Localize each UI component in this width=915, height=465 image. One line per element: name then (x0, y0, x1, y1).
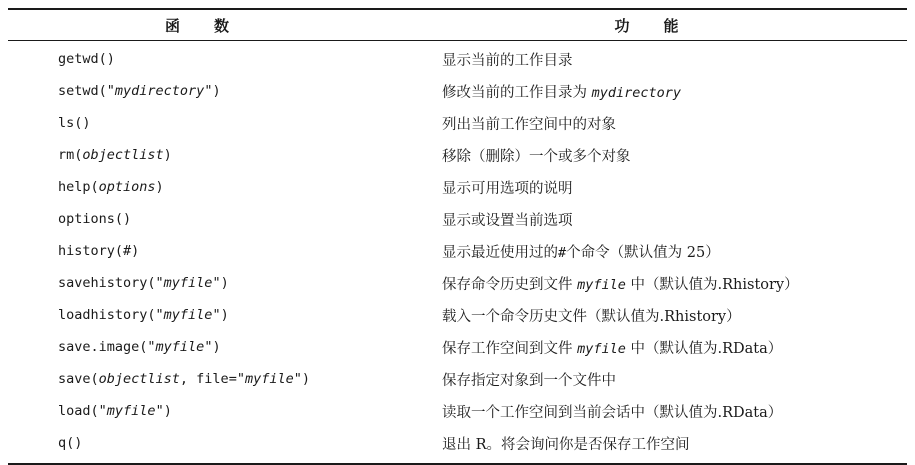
description-text: 中（默认值为.RData） (625, 340, 783, 357)
table-body (8, 41, 907, 463)
table-row (8, 75, 907, 107)
description-cell (386, 369, 907, 390)
description-text: 个命令（默认值为 25） (566, 244, 720, 261)
description-text: 显示或设置当前选项 (442, 212, 573, 229)
description-cell (386, 49, 907, 70)
description-text: 显示最近使用过的 (442, 244, 558, 261)
function-code-text: ") (293, 371, 310, 387)
function-code-text: ") (212, 275, 229, 291)
description-text: 移除（删除）一个或多个对象 (442, 148, 631, 165)
function-cell (8, 403, 386, 419)
description-text: 退出 R。将会询问你是否保存工作空间 (442, 436, 690, 453)
description-code-text: # (558, 244, 567, 261)
description-text: 载入一个命令历史文件（默认值为.Rhistory） (442, 308, 741, 325)
function-cell (8, 243, 386, 259)
function-code-text: ls() (58, 115, 91, 131)
description-cell (386, 81, 907, 102)
description-cell (386, 177, 907, 198)
function-cell (8, 147, 386, 163)
table-row (8, 331, 907, 363)
description-text: 显示当前的工作目录 (442, 52, 573, 69)
description-text: 显示可用选项的说明 (442, 180, 573, 197)
function-code-text: ") (155, 403, 172, 419)
function-code-text: history(#) (58, 243, 140, 259)
function-arg-placeholder: mydirectory (114, 83, 205, 99)
table-row (8, 107, 907, 139)
function-arg-placeholder: myfile (106, 403, 156, 419)
description-cell (386, 145, 907, 166)
description-code-text: myfile (577, 340, 626, 357)
table-row (8, 395, 907, 427)
function-code-text: options() (58, 211, 132, 227)
function-code-text: q() (58, 435, 83, 451)
function-code-text: ") (204, 339, 221, 355)
function-cell (8, 83, 386, 99)
description-cell (386, 305, 907, 326)
table-row (8, 203, 907, 235)
function-code-text: save( (58, 371, 99, 387)
table-row (8, 171, 907, 203)
description-text: 保存命令历史到文件 (442, 276, 578, 293)
table-row (8, 299, 907, 331)
table-row (8, 139, 907, 171)
function-code-text: savehistory(" (58, 275, 164, 291)
function-cell (8, 275, 386, 291)
function-cell (8, 51, 386, 67)
table-row (8, 267, 907, 299)
function-code-text: ) (163, 147, 172, 163)
function-cell (8, 371, 386, 387)
function-cell (8, 307, 386, 323)
function-code-text: save.image(" (58, 339, 156, 355)
function-arg-placeholder: objectlist (98, 371, 180, 387)
function-code-text: ") (212, 307, 229, 323)
function-code-text: rm( (58, 147, 83, 163)
description-cell (386, 209, 907, 230)
function-code-text: setwd(" (58, 83, 115, 99)
function-cell (8, 211, 386, 227)
function-arg-placeholder: myfile (155, 339, 205, 355)
table-row (8, 235, 907, 267)
function-arg-placeholder: options (98, 179, 156, 195)
description-cell (386, 337, 907, 358)
function-cell (8, 115, 386, 131)
table-header-row (8, 10, 907, 40)
function-cell (8, 435, 386, 451)
function-code-text: , file=" (179, 371, 245, 387)
function-arg-placeholder: myfile (244, 371, 294, 387)
function-code-text: help( (58, 179, 99, 195)
description-text: 列出当前工作空间中的对象 (442, 116, 616, 133)
description-cell (386, 113, 907, 134)
description-text: 保存工作空间到文件 (442, 340, 578, 357)
description-cell (386, 401, 907, 422)
function-arg-placeholder: myfile (163, 275, 213, 291)
header-function: 函数 (164, 16, 263, 35)
description-text: 保存指定对象到一个文件中 (442, 372, 616, 389)
description-text: 读取一个工作空间到当前会话中（默认值为.RData） (442, 404, 783, 421)
function-code-text: load(" (58, 403, 107, 419)
table-row (8, 43, 907, 75)
header-description: 功能 (614, 16, 713, 35)
description-code-text: mydirectory (591, 84, 682, 101)
function-code-text: ) (155, 179, 164, 195)
function-arg-placeholder: myfile (163, 307, 213, 323)
description-code-text: myfile (577, 276, 626, 293)
function-code-text: getwd() (58, 51, 115, 67)
function-cell (8, 179, 386, 195)
function-cell (8, 339, 386, 355)
description-text: 中（默认值为.Rhistory） (625, 276, 799, 293)
table-row (8, 427, 907, 459)
description-text: 修改当前的工作目录为 (442, 84, 592, 101)
function-code-text: loadhistory(" (58, 307, 164, 323)
function-code-text: ") (204, 83, 221, 99)
function-table (8, 8, 907, 465)
table-row (8, 363, 907, 395)
description-cell (386, 241, 907, 262)
description-cell (386, 433, 907, 454)
description-cell (386, 273, 907, 294)
function-arg-placeholder: objectlist (82, 147, 164, 163)
